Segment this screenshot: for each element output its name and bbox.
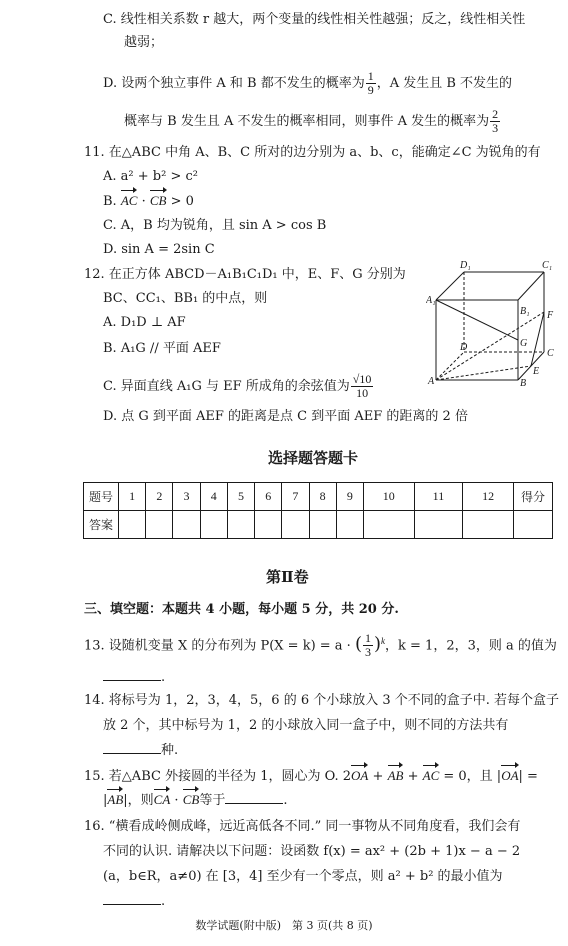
q11-vector-ac: AC: [120, 193, 138, 208]
answer-cell[interactable]: [309, 511, 336, 539]
answer-cell[interactable]: [363, 511, 414, 539]
answer-cell[interactable]: [336, 511, 363, 539]
q12-option-c: [103, 373, 374, 400]
q15-line2: [103, 791, 287, 810]
q15-text-pre: 15. 若△ABC 外接圆的半径为 1，圆心为 O. 2: [84, 769, 352, 784]
page-footer: 数学试题(附中版) 第 3 页(共 8 页): [195, 919, 373, 932]
q10-option-d-line2: [124, 108, 501, 135]
q11-option-c: C. A，B 均为锐角，且 sin A > cos B: [103, 218, 327, 233]
q13-frac-den: 3: [364, 645, 371, 660]
q15-dot: ·: [170, 793, 183, 808]
q12-option-b: B. A₁G // 平面 AEF: [103, 341, 221, 356]
answer-card-row2-label: 答案: [84, 511, 119, 539]
q16-line3: (a，b∈R，a≠0) 在 [3，4] 至少有一个零点，则 a² + b² 的最小值为: [103, 869, 503, 884]
label-d: D: [460, 342, 468, 353]
q15-vector-ab2: AB: [107, 792, 124, 807]
answer-card-number: 11: [414, 483, 463, 511]
label-b: B: [520, 378, 527, 388]
q15-l2-mid: |，则: [123, 793, 154, 808]
q13-text-pre: 13. 设随机变量 X 的分布列为 P(X = k) = a ·: [84, 638, 351, 654]
q11-vector-cb: CB: [149, 193, 167, 208]
q15-plus2: +: [403, 769, 423, 784]
q12-c-frac-den: 10: [356, 386, 369, 400]
label-e: E: [533, 366, 540, 377]
answer-card-score-label: 得分: [514, 483, 553, 511]
q10-d-frac2-num: 2: [492, 107, 499, 121]
answer-cell[interactable]: [414, 511, 463, 539]
answer-card-table: [83, 482, 553, 539]
q15-vector-oa: OA: [351, 768, 369, 783]
q15-plus1: +: [368, 769, 388, 784]
answer-cell[interactable]: [282, 511, 309, 539]
q11-option-a: A. a² + b² > c²: [103, 169, 198, 184]
q13-text-post: ，k = 1，2，3，则 a 的值为: [385, 638, 557, 654]
answer-card-number: 3: [173, 483, 200, 511]
answer-card-number: 4: [200, 483, 227, 511]
q10-d-text2: ，A 发生且 B 不发生的: [376, 76, 513, 91]
answer-cell[interactable]: [119, 511, 146, 539]
q12-stem-line1: 12. 在正方体 ABCD－A₁B₁C₁D₁ 中，E、F、G 分别为: [84, 267, 406, 282]
q15-tail: | =: [518, 769, 538, 784]
q10-d-frac1-den: 9: [367, 83, 374, 97]
q15-mid: = 0，且 |: [439, 769, 502, 784]
q12-option-d: D. 点 G 到平面 AEF 的距离是点 C 到平面 AEF 的距离的 2 倍: [103, 409, 468, 424]
q13-answer-blank[interactable]: [103, 668, 161, 681]
q10-d-frac2-den: 3: [492, 121, 499, 135]
q15-period: .: [283, 793, 288, 808]
q15-line1: [84, 767, 538, 786]
q11-b-post: > 0: [170, 194, 194, 209]
q12-c-fraction: [351, 373, 374, 400]
q13-period: .: [161, 670, 166, 685]
q14-line2: 放 2 个，其中标号为 1，2 的小球放入同一盒子中，则不同的方法共有: [103, 718, 509, 733]
answer-card-number: 7: [282, 483, 309, 511]
label-a: A: [428, 376, 435, 387]
answer-card-number: 2: [146, 483, 173, 511]
q10-option-c-line1: C. 线性相关系数 r 越大，两个变量的线性相关性越强；反之，线性相关性: [103, 12, 526, 27]
q16-line1: 16. “横看成岭侧成峰，远近高低各不同.” 同一事物从不同角度看，我们会有: [84, 819, 521, 834]
answer-card-number: 6: [255, 483, 282, 511]
answer-card-number: 1: [119, 483, 146, 511]
q15-vector-cb: CB: [182, 792, 200, 807]
answer-card-number: 9: [336, 483, 363, 511]
q11-option-d: D. sin A = 2sin C: [103, 242, 215, 257]
q16-line2: 不同的认识. 请解决以下问题：设函数 f(x) = ax² + (2b + 1)x − a − 2: [103, 844, 521, 859]
q13-line1: [84, 632, 557, 659]
q10-d-text3: 概率与 B 发生且 A 不发生的概率相同，则事件 A 发生的概率为: [124, 114, 490, 129]
answer-card-title: 选择题答题卡: [268, 449, 359, 467]
answer-card-number: 12: [463, 483, 514, 511]
q15-vector-oa2: OA: [501, 768, 519, 783]
label-c1: C₁: [542, 260, 553, 271]
q12-option-a: A. D₁D ⊥ AF: [103, 315, 186, 330]
q13-frac-num: 1: [364, 631, 371, 646]
label-a1: A₁: [426, 295, 436, 306]
q13-fraction: [363, 632, 373, 659]
q10-d-fraction1: [366, 70, 376, 97]
q15-vector-ca: CA: [153, 792, 171, 807]
answer-card-number: 10: [363, 483, 414, 511]
label-f: F: [547, 310, 554, 321]
q14-answer-blank[interactable]: [103, 741, 161, 754]
q14-line1: 14. 将标号为 1，2，3，4，5，6 的 6 个小球放入 3 个不同的盒子中. 若每个盒子: [84, 693, 560, 708]
answer-card-answer-row: [84, 511, 553, 539]
answer-card-number-row: [84, 483, 553, 511]
q15-vector-ac: AC: [422, 768, 440, 783]
part2-title: 第Ⅱ卷: [266, 568, 309, 586]
q15-l2-pre: |: [103, 793, 108, 808]
q13-line2: [103, 668, 165, 687]
q10-d-frac1-num: 1: [367, 69, 374, 83]
q14-line3: [103, 741, 178, 760]
q12-c-frac-num: √10: [352, 372, 372, 386]
q14-unit: 种.: [161, 743, 179, 758]
q13-paren-close: ): [373, 633, 382, 655]
q12-stem-line2: BC、CC₁、BB₁ 的中点，则: [103, 291, 268, 306]
q10-d-fraction2: [490, 108, 500, 135]
answer-cell[interactable]: [200, 511, 227, 539]
q11-stem: 11. 在△ABC 中角 A、B、C 所对的边分别为 a、b、c，能确定∠C 为锐角的有: [84, 145, 541, 160]
cube-figure: [426, 258, 556, 388]
q15-vector-ab: AB: [387, 768, 404, 783]
answer-cell[interactable]: [146, 511, 173, 539]
q16-period: .: [161, 894, 166, 909]
answer-cell[interactable]: [173, 511, 200, 539]
q15-answer-blank[interactable]: [225, 791, 283, 804]
label-g: G: [520, 338, 528, 349]
answer-cell[interactable]: [227, 511, 254, 539]
answer-card-number: 8: [309, 483, 336, 511]
q10-d-text1: D. 设两个独立事件 A 和 B 都不发生的概率为: [103, 76, 365, 91]
answer-card-row1-label: 题号: [84, 483, 119, 511]
section-header-fill-in: 三、填空题：本题共 4 小题，每小题 5 分，共 20 分.: [84, 602, 399, 617]
q13-paren-open: (: [354, 633, 362, 655]
label-b1: B₁: [520, 306, 530, 317]
label-c: C: [547, 348, 554, 359]
answer-card-number: 5: [227, 483, 254, 511]
q10-option-c-line2: 越弱；: [124, 35, 164, 50]
q16-line4: [103, 892, 165, 911]
answer-cell[interactable]: [255, 511, 282, 539]
q15-l2-post: 等于: [199, 793, 226, 808]
score-cell[interactable]: [514, 511, 553, 539]
answer-cell[interactable]: [463, 511, 514, 539]
q11-b-label: B.: [103, 194, 117, 209]
q11-option-b: [103, 192, 194, 211]
q10-option-d-line1: [103, 70, 512, 97]
q11-b-dot: ·: [141, 194, 146, 209]
q16-answer-blank[interactable]: [103, 892, 161, 905]
q13-exponent: k: [381, 636, 386, 646]
label-d1: D₁: [460, 260, 471, 271]
q12-c-text: C. 异面直线 A₁G 与 EF 所成角的余弦值为: [103, 379, 350, 394]
